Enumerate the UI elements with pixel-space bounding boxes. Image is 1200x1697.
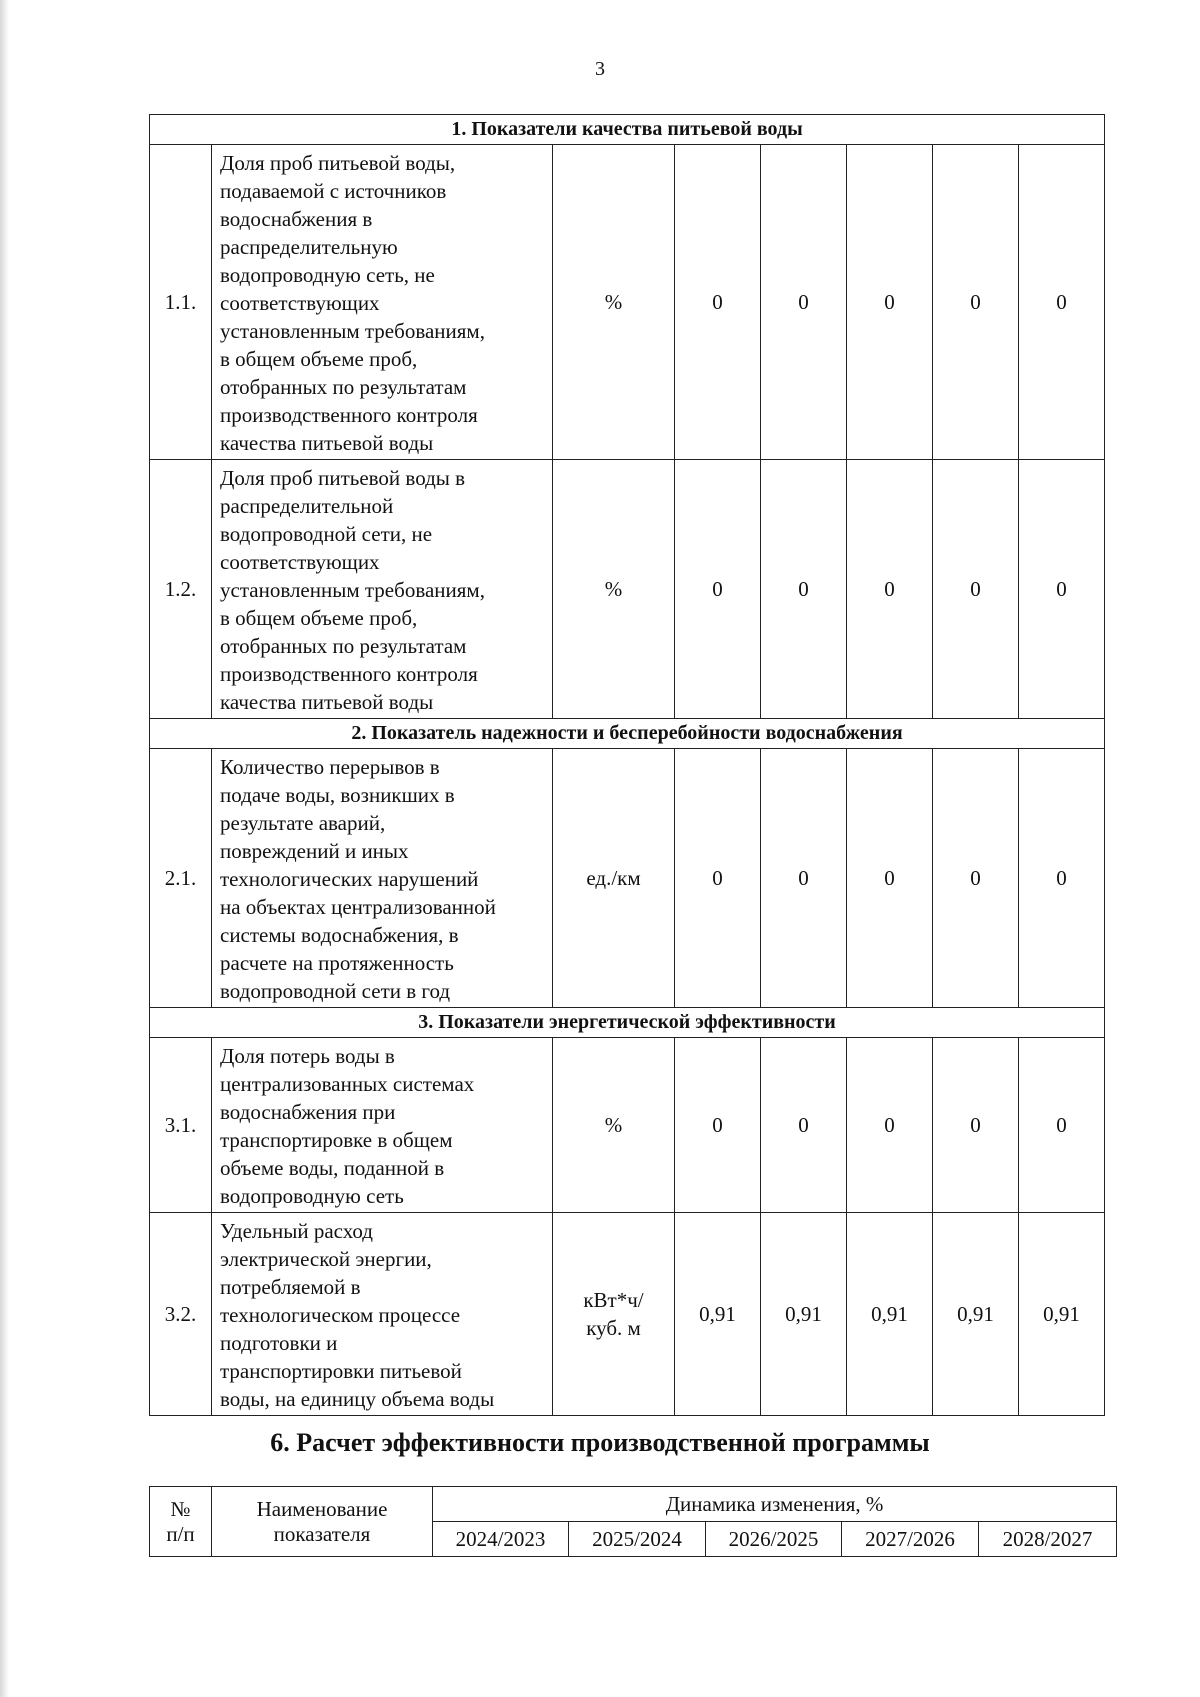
- indicator-unit: [553, 145, 675, 460]
- indicator-value: 0: [847, 145, 933, 460]
- indicator-name-line: на объектах централизованной: [220, 895, 496, 919]
- indicator-name-line: распределительной: [220, 494, 394, 518]
- num-header: [150, 1487, 212, 1557]
- indicator-name-line: объеме воды, поданной в: [220, 1156, 445, 1180]
- year-header: 2025/2024: [569, 1522, 706, 1557]
- section-header: 2. Показатель надежности и бесперебойности водоснабжения: [150, 719, 1105, 749]
- indicator-number: 3.1.: [150, 1038, 212, 1213]
- indicator-name-line: технологическом процессе: [220, 1303, 461, 1327]
- indicator-row: [150, 1038, 1105, 1213]
- indicator-unit: [553, 749, 675, 1008]
- indicator-unit-line: ед./км: [586, 866, 641, 890]
- indicator-name-line: транспортировки питьевой: [220, 1359, 462, 1383]
- indicator-name-line: Доля проб питьевой воды,: [220, 151, 456, 175]
- indicator-number: 2.1.: [150, 749, 212, 1008]
- indicator-unit: [553, 460, 675, 719]
- indicator-number: 3.2.: [150, 1213, 212, 1416]
- indicator-name-line: распределительную: [220, 235, 398, 259]
- indicator-name-line: подаваемой с источников: [220, 179, 447, 203]
- indicators-table: [149, 114, 1105, 1416]
- indicator-name-line: производственного контроля: [220, 662, 478, 686]
- indicator-name-line: Количество перерывов в: [220, 755, 440, 779]
- indicator-unit-line: %: [604, 1113, 623, 1137]
- indicator-name-line: производственного контроля: [220, 403, 478, 427]
- efficiency-header-row: [150, 1487, 1117, 1522]
- indicator-name-line: Доля потерь воды в: [220, 1044, 395, 1068]
- indicator-value: 0: [1019, 145, 1105, 460]
- indicator-value: 0: [675, 460, 761, 719]
- indicator-value: 0,91: [1019, 1213, 1105, 1416]
- indicator-name-line: в общем объеме проб,: [220, 347, 418, 371]
- indicator-name-line: системы водоснабжения, в: [220, 923, 459, 947]
- indicator-row: [150, 749, 1105, 1008]
- year-header: 2024/2023: [433, 1522, 569, 1557]
- dynamics-header: Динамика изменения, %: [433, 1487, 1117, 1522]
- indicator-value: 0: [675, 749, 761, 1008]
- indicator-row: [150, 145, 1105, 460]
- indicator-name: [212, 1038, 553, 1213]
- indicator-name-line: водопроводной сети, не: [220, 522, 433, 546]
- indicator-name-line: водоснабжения при: [220, 1100, 396, 1124]
- indicator-name-line: подготовки и: [220, 1331, 338, 1355]
- indicator-value: 0: [1019, 460, 1105, 719]
- section-header-row: [150, 1008, 1105, 1038]
- indicator-name-line: установленным требованиям,: [220, 319, 485, 343]
- indicator-row: [150, 1213, 1105, 1416]
- year-header: 2028/2027: [979, 1522, 1117, 1557]
- indicator-name-line: качества питьевой воды: [220, 431, 434, 455]
- num-header-line-1: №: [170, 1496, 191, 1521]
- indicator-name-line: расчете на протяженность: [220, 951, 454, 975]
- name-header-line-1: Наименование: [256, 1496, 388, 1521]
- indicator-value: 0: [847, 460, 933, 719]
- section-header: 3. Показатели энергетической эффективности: [150, 1008, 1105, 1038]
- indicator-name-line: в общем объеме проб,: [220, 606, 418, 630]
- indicator-value: 0: [761, 749, 847, 1008]
- indicator-name-line: качества питьевой воды: [220, 690, 434, 714]
- indicator-value: 0: [761, 460, 847, 719]
- indicator-value: 0: [1019, 1038, 1105, 1213]
- indicator-name-line: повреждений и иных: [220, 839, 409, 863]
- indicator-name-line: водопроводную сеть: [220, 1184, 404, 1208]
- indicator-number: 1.2.: [150, 460, 212, 719]
- indicator-value: 0: [761, 145, 847, 460]
- indicator-row: [150, 460, 1105, 719]
- indicator-value: 0: [933, 749, 1019, 1008]
- indicator-unit-line: %: [604, 577, 623, 601]
- section-header-row: [150, 115, 1105, 145]
- indicator-unit-line: куб. м: [586, 1316, 641, 1340]
- indicator-value: 0: [847, 1038, 933, 1213]
- indicator-name: [212, 460, 553, 719]
- year-header: 2026/2025: [706, 1522, 842, 1557]
- indicator-name-line: Доля проб питьевой воды в: [220, 466, 466, 490]
- indicator-name-line: установленным требованиям,: [220, 578, 485, 602]
- indicator-name: [212, 145, 553, 460]
- indicator-value: 0,91: [933, 1213, 1019, 1416]
- indicator-value: 0: [1019, 749, 1105, 1008]
- indicator-name-line: Удельный расход: [220, 1219, 373, 1243]
- name-header-line-2: показателя: [273, 1521, 371, 1546]
- indicator-name-line: водоснабжения в: [220, 207, 373, 231]
- indicator-unit-line: %: [604, 290, 623, 314]
- indicator-value: 0: [847, 749, 933, 1008]
- indicator-name-line: потребляемой в: [220, 1275, 361, 1299]
- indicator-name-line: технологических нарушений: [220, 867, 479, 891]
- indicator-value: 0: [761, 1038, 847, 1213]
- indicator-name-line: централизованных системах: [220, 1072, 475, 1096]
- indicator-name-line: отобранных по результатам: [220, 634, 467, 658]
- indicator-name-line: водопроводной сети в год: [220, 979, 451, 1003]
- efficiency-table: [149, 1486, 1117, 1557]
- indicators-body: [150, 115, 1105, 1416]
- indicator-value: 0: [933, 145, 1019, 460]
- indicator-number: 1.1.: [150, 145, 212, 460]
- indicator-value: 0,91: [675, 1213, 761, 1416]
- num-header-line-2: п/п: [166, 1521, 195, 1546]
- indicator-name-line: соответствующих: [220, 550, 380, 574]
- indicator-value: 0: [933, 460, 1019, 719]
- indicator-name-line: транспортировке в общем: [220, 1128, 453, 1152]
- indicator-value: 0: [933, 1038, 1019, 1213]
- name-header: [212, 1487, 433, 1557]
- indicator-value: 0: [675, 1038, 761, 1213]
- indicator-value: 0,91: [761, 1213, 847, 1416]
- indicator-name: [212, 749, 553, 1008]
- indicator-name-line: подаче воды, возникших в: [220, 783, 455, 807]
- indicator-name-line: соответствующих: [220, 291, 380, 315]
- section-header-row: [150, 719, 1105, 749]
- page-number: 3: [595, 58, 605, 80]
- indicator-unit: [553, 1213, 675, 1416]
- indicator-name-line: воды, на единицу объема воды: [220, 1387, 495, 1411]
- indicator-value: 0: [675, 145, 761, 460]
- indicator-name: [212, 1213, 553, 1416]
- indicator-unit-line: кВт*ч/: [583, 1288, 644, 1312]
- section-header: 1. Показатели качества питьевой воды: [150, 115, 1105, 145]
- indicator-value: 0,91: [847, 1213, 933, 1416]
- indicator-unit: [553, 1038, 675, 1213]
- indicator-name-line: водопроводную сеть, не: [220, 263, 435, 287]
- indicator-name-line: отобранных по результатам: [220, 375, 467, 399]
- indicator-name-line: электрической энергии,: [220, 1247, 432, 1271]
- year-header: 2027/2026: [842, 1522, 979, 1557]
- section-6-title: 6. Расчет эффективности производственной программы: [270, 1428, 930, 1457]
- indicator-name-line: результате аварий,: [220, 811, 386, 835]
